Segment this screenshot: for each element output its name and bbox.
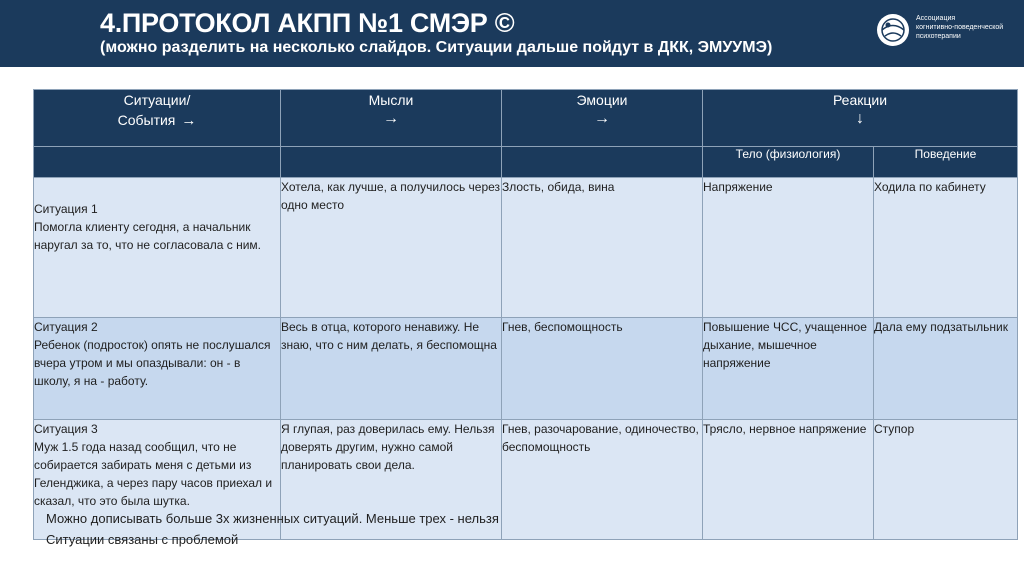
header-reactions-label: Реакции [832, 92, 888, 108]
arrow-right-icon: → [594, 110, 610, 127]
behavior-cell: Дала ему подзатыльник [874, 318, 1018, 420]
note-related-problem: Ситуации связаны с проблемой [46, 532, 239, 547]
table-row [34, 318, 1018, 420]
header-thoughts [281, 90, 502, 147]
situation-text: Муж 1.5 года назад сообщил, что не собирается забирать меня с детьми из Геленджика, а через пару часов приехал и сказал, что это была шутка. [34, 440, 273, 508]
table-row [34, 178, 1018, 318]
slide-subtitle: (можно разделить на несколько слайдов. Ситуации дальше пойдут в ДКК, ЭМУУМЭ) [100, 39, 773, 56]
header-emotions [502, 90, 703, 147]
slide-header [0, 0, 1024, 67]
situation-cell [34, 318, 281, 420]
header-situations-line2: События [117, 112, 176, 128]
header-situations-line1: Ситуации/ [123, 92, 191, 108]
situation-title: Ситуация 1 [34, 202, 98, 216]
situation-text: Ребенок (подросток) опять не послушался вчера утром и мы опаздывали: он - в школу, я на - работу. [34, 338, 271, 388]
thoughts-cell: Я глупая, раз доверилась ему. Нельзя доверять другим, нужно самой планировать свои дела. [281, 420, 502, 540]
situation-cell [34, 178, 281, 318]
situation-title: Ситуация 2 [34, 320, 98, 334]
subheader-body: Тело (физиология) [703, 147, 874, 178]
logo-text [916, 14, 1016, 41]
thoughts-cell: Весь в отца, которого ненавижу. Не знаю, что с ним делать, я беспомощна [281, 318, 502, 420]
header-row [34, 90, 1018, 147]
subheader-behavior: Поведение [874, 147, 1018, 178]
logo-globe-icon [876, 13, 910, 47]
subheader-empty [34, 147, 281, 178]
thoughts-cell: Хотела, как лучше, а получилось через одно место [281, 178, 502, 318]
logo-line: психотерапии [916, 33, 961, 40]
emotions-cell: Гнев, беспомощность [502, 318, 703, 420]
situation-title: Ситуация 3 [34, 422, 98, 436]
subheader-empty [281, 147, 502, 178]
arrow-down-icon: ↓ [856, 110, 864, 127]
arrow-right-icon: → [383, 110, 399, 127]
note-min-situations: Можно дописывать больше 3х жизненных ситуаций. Меньше трех - нельзя [46, 511, 499, 526]
situation-text: Помогла клиенту сегодня, а начальник наругал за то, что не согласовала с ним. [34, 220, 262, 252]
protocol-table [33, 89, 1018, 540]
slide-title: 4.ПРОТОКОЛ АКПП №1 СМЭР © [100, 8, 515, 38]
association-logo [876, 11, 1016, 51]
header-reactions [703, 90, 1018, 147]
body-cell: Трясло, нервное напряжение [703, 420, 874, 540]
subheader-row [34, 147, 1018, 178]
body-cell: Повышение ЧСС, учащенное дыхание, мышечное напряжение [703, 318, 874, 420]
emotions-cell: Злость, обида, вина [502, 178, 703, 318]
arrow-right-icon: → [181, 112, 197, 129]
logo-line: Ассоциация [916, 15, 956, 22]
header-thoughts-label: Мысли [368, 92, 414, 108]
logo-line: когнитивно-поведенческой [916, 24, 1004, 31]
body-cell: Напряжение [703, 178, 874, 318]
subheader-empty [502, 147, 703, 178]
header-situations [34, 90, 281, 147]
behavior-cell: Ступор [874, 420, 1018, 540]
header-emotions-label: Эмоции [576, 92, 628, 108]
behavior-cell: Ходила по кабинету [874, 178, 1018, 318]
emotions-cell: Гнев, разочарование, одиночество, беспомощность [502, 420, 703, 540]
